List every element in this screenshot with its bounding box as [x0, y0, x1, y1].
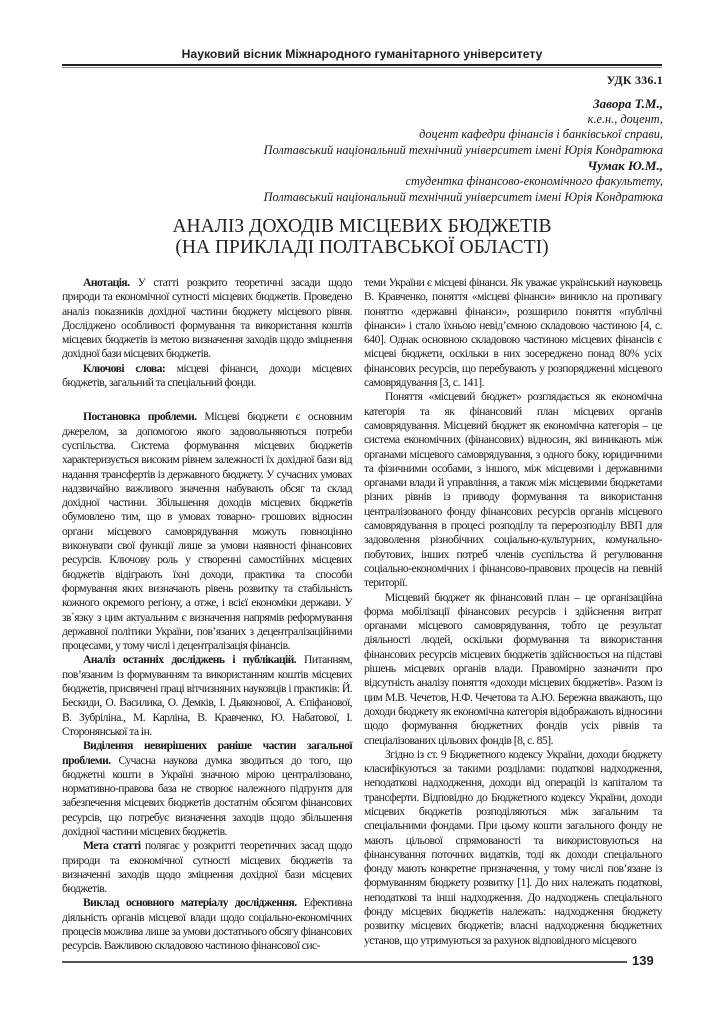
unsolved-text: Сучасна наукова думка зводиться до того, що бюджетні кошти в Україні значною мірою централізовано, нормативно-правова база не створює належного підґрунтя для забезпечення місцевих бюджетів достатнім обсягом фінансових ресурсів, що потребує визначення заходів щодо збільшення дохідної частини місцевих бюджетів.: [62, 753, 352, 838]
aim-text: полягає у розкритті теоретичних засад щодо природи та економічної сутності місцевих бюджетів та визначенні заходів щодо зміцнення дохідної бази місцевих бюджетів.: [62, 839, 352, 896]
main-material-paragraph: [62, 896, 352, 953]
problem-paragraph: [62, 410, 352, 653]
title-line: АНАЛІЗ ДОХОДІВ МІСЦЕВИХ БЮДЖЕТІВ: [172, 216, 552, 237]
abstract-label: Анотація.: [83, 276, 130, 289]
header-rule-secondary: [62, 67, 662, 68]
body-paragraph: Поняття «місцевий бюджет» розглядається як економічна категорія та як фінансовий план місцевих органів самоврядування. Місцевий бюджет як економічна категорія – це система економічних (фінансових) відносин, які виникають між органами місцевого самоврядування, з одного боку, юридичними та фізичними особами, з іншого, між місцевими і державними органами влади й управління, а також між місцевими бюджетами різних рівнів із приводу формування та використання централізованого фонду фінансових ресурсів органів місцевого самоврядування в процесі розподілу та перерозподілу ВВП для задоволення різнобічних соціально-культурних, комунально-побутових, інших потреб членів суспільства й регулювання соціально-економічних і фінансово-правових процесів на певній території.: [364, 390, 662, 590]
author-position: студентка фінансово-економічного факультету,: [405, 173, 663, 188]
author-block: [103, 96, 663, 205]
author-affiliation: Полтавський національний технічний університет імені Юрія Кондратюка: [263, 189, 663, 204]
abstract-paragraph: [62, 276, 352, 362]
unsolved-paragraph: [62, 739, 352, 839]
review-text: Питанням, пов’язаним із формуванням та використанням коштів місцевих бюджетів, присвячені праці вітчизняних науковців і практиків: Й. Бескиди, О. Василика, О. Демків, І. Дьяконової, А. Єпіфанової, В. Зубріліна., М. Карліна, В. Кравченко, Ю. Набатової, І. Сторонянської та ін.: [62, 653, 352, 738]
keywords-text: місцеві фінанси, доходи місцевих бюджетів, загальний та спеціальний фонди.: [62, 361, 352, 390]
journal-running-head: Науковий вісник Міжнародного гуманітарного університету: [181, 47, 543, 61]
footer-rule: [62, 961, 627, 963]
main-material-label: Виклад основного матеріалу дослідження.: [83, 896, 297, 910]
abstract-text: У статті розкрито теоретичні засади щодо природи та економічної сутності місцевих бюджетів. Проведено аналіз показників дохідної частини бюджету місцевого рівня. Досліджено особливості формування та використання коштів місцевих бюджетів із метою визначення заходів щодо зміцнення дохідної бази місцевих бюджетів.: [62, 276, 352, 361]
left-column: [62, 276, 352, 952]
author-name: Чумак Ю.М.,: [587, 158, 663, 174]
author-degree: к.е.н., доцент,: [587, 111, 663, 126]
aim-paragraph: [62, 839, 352, 896]
author-name: Завора Т.М.,: [593, 96, 663, 111]
article-title: [62, 216, 662, 258]
author-position: доцент кафедри фінансів і банківської справи,: [419, 127, 663, 142]
page-number: 139: [632, 953, 654, 968]
review-paragraph: [62, 653, 352, 739]
udk-code: УДК 336.1: [606, 73, 663, 87]
header-rule: [62, 64, 662, 66]
author-affiliation: Полтавський національний технічний університет імені Юрія Кондратюка: [263, 142, 663, 157]
main-material-text: Ефективна діяльність органів місцевої влади щодо соціально-економічних процесів можлива лише за умови достатнього обсягу фінансових ресурсів. Важливою складовою частиною фінансової сис-: [62, 896, 353, 953]
right-column: [364, 276, 662, 952]
problem-label: Постановка проблеми.: [83, 410, 197, 424]
body-paragraph: Місцевий бюджет як фінансовий план – це організаційна форма мобілізації фінансових ресурсів і здійснення витрат органами місцевого самоврядування, тобто це результат діяльності людей, оскільки формування та використання фінансових ресурсів місцевих бюджетів здійснюється на підставі рішень місцевих органів влади. Правомірно зазначити про відсутність аналізу поняття «доходи місцевих бюджетів». Разом із цим М.В. Чечетов, Н.Ф. Чечетова та А.Ю. Бережна вважають, що доходи бюджету як економічна категорія відображають відносини щодо формування бюджетних фондів усіх рівнів та спеціалізованих цільових фондів [8, с. 85].: [364, 590, 662, 747]
body-paragraph: теми України є місцеві фінанси. Як уважає український науковець В. Кравченко, поняття «місцеві фінанси» виникло на противагу поняттю «державні фінанси», розширило поняття «публічні фінанси» і стало їхньою невід’ємною складовою частиною [4, с. 640]. Однак основною складовою частиною місцевих фінансів є місцеві бюджети, оскільки в них зосереджено понад 80% усіх фінансових ресурсів, що перебувають у розпорядженні місцевого самоврядування [3, с. 141].: [364, 276, 662, 390]
keywords-label: Ключові слова:: [83, 361, 166, 375]
unsolved-label: Виділення невирішених раніше частин загальної проблеми.: [62, 739, 352, 767]
body-paragraph: Згідно із ст. 9 Бюджетного кодексу України, доходи бюджету класифікуються за такими розділами: податкові надходження, неподаткові надходження, доходи від операцій із капіталом та трансферти. Відповідно до Бюджетного кодексу України, доходи місцевих бюджетів розподіляються між загальним та спеціальними фондами. При цьому кошти загального фонду не мають цільової спрямованості та використовуються на фінансування поточних видатків, тоді як доходи спеціального фонду мають конкретне призначення, у тому числі пов’язане із формуванням бюджету розвитку [1]. До них належать податкові, неподаткові та інші надходження. До надходжень спеціального фонду місцевих бюджетів належать: надходження бюджету розвитку місцевих бюджетів; власні надходження бюджетних установ, що утримуються за рахунок відповідного місцевого: [364, 747, 662, 947]
review-label: Аналіз останніх досліджень і публікацій.: [83, 653, 297, 667]
problem-text: Місцеві бюджети є основним джерелом, за допомогою якого задовольняються потреби суспільства. Система формування місцевих бюджетів характеризується високим рівнем залежності їх дохідної бази від надання трансфертів із державного бюджету. У сучасних умовах надзвичайно важливого значення набувають обсяг та склад дохідної частини. Збільшення доходів місцевих бюджетів обумовлено тим, що в умовах товарно- грошових відносин органи місцевого самоврядування можуть повноцінно виконувати свої функції лише за умови наявності фінансових ресурсів. Ключову роль у створенні самостійних місцевих бюджетів відіграють їхні доходи, практика та способи формування яких визначають рівень розвитку та стабільність кожного окремого регіону, а отже, і всієї економіки держави. У зв`язку з цим актуальним є визначення напрямів реформування державної політики України, пов’язаних з децентралізаційними процесами, у тому числі і децентралізація фінансів.: [62, 410, 352, 653]
title-subtitle-line: (НА ПРИКЛАДІ ПОЛТАВСЬКОЇ ОБЛАСТІ): [175, 237, 549, 258]
aim-label: Мета статті: [83, 839, 141, 853]
keywords-paragraph: [62, 362, 352, 391]
